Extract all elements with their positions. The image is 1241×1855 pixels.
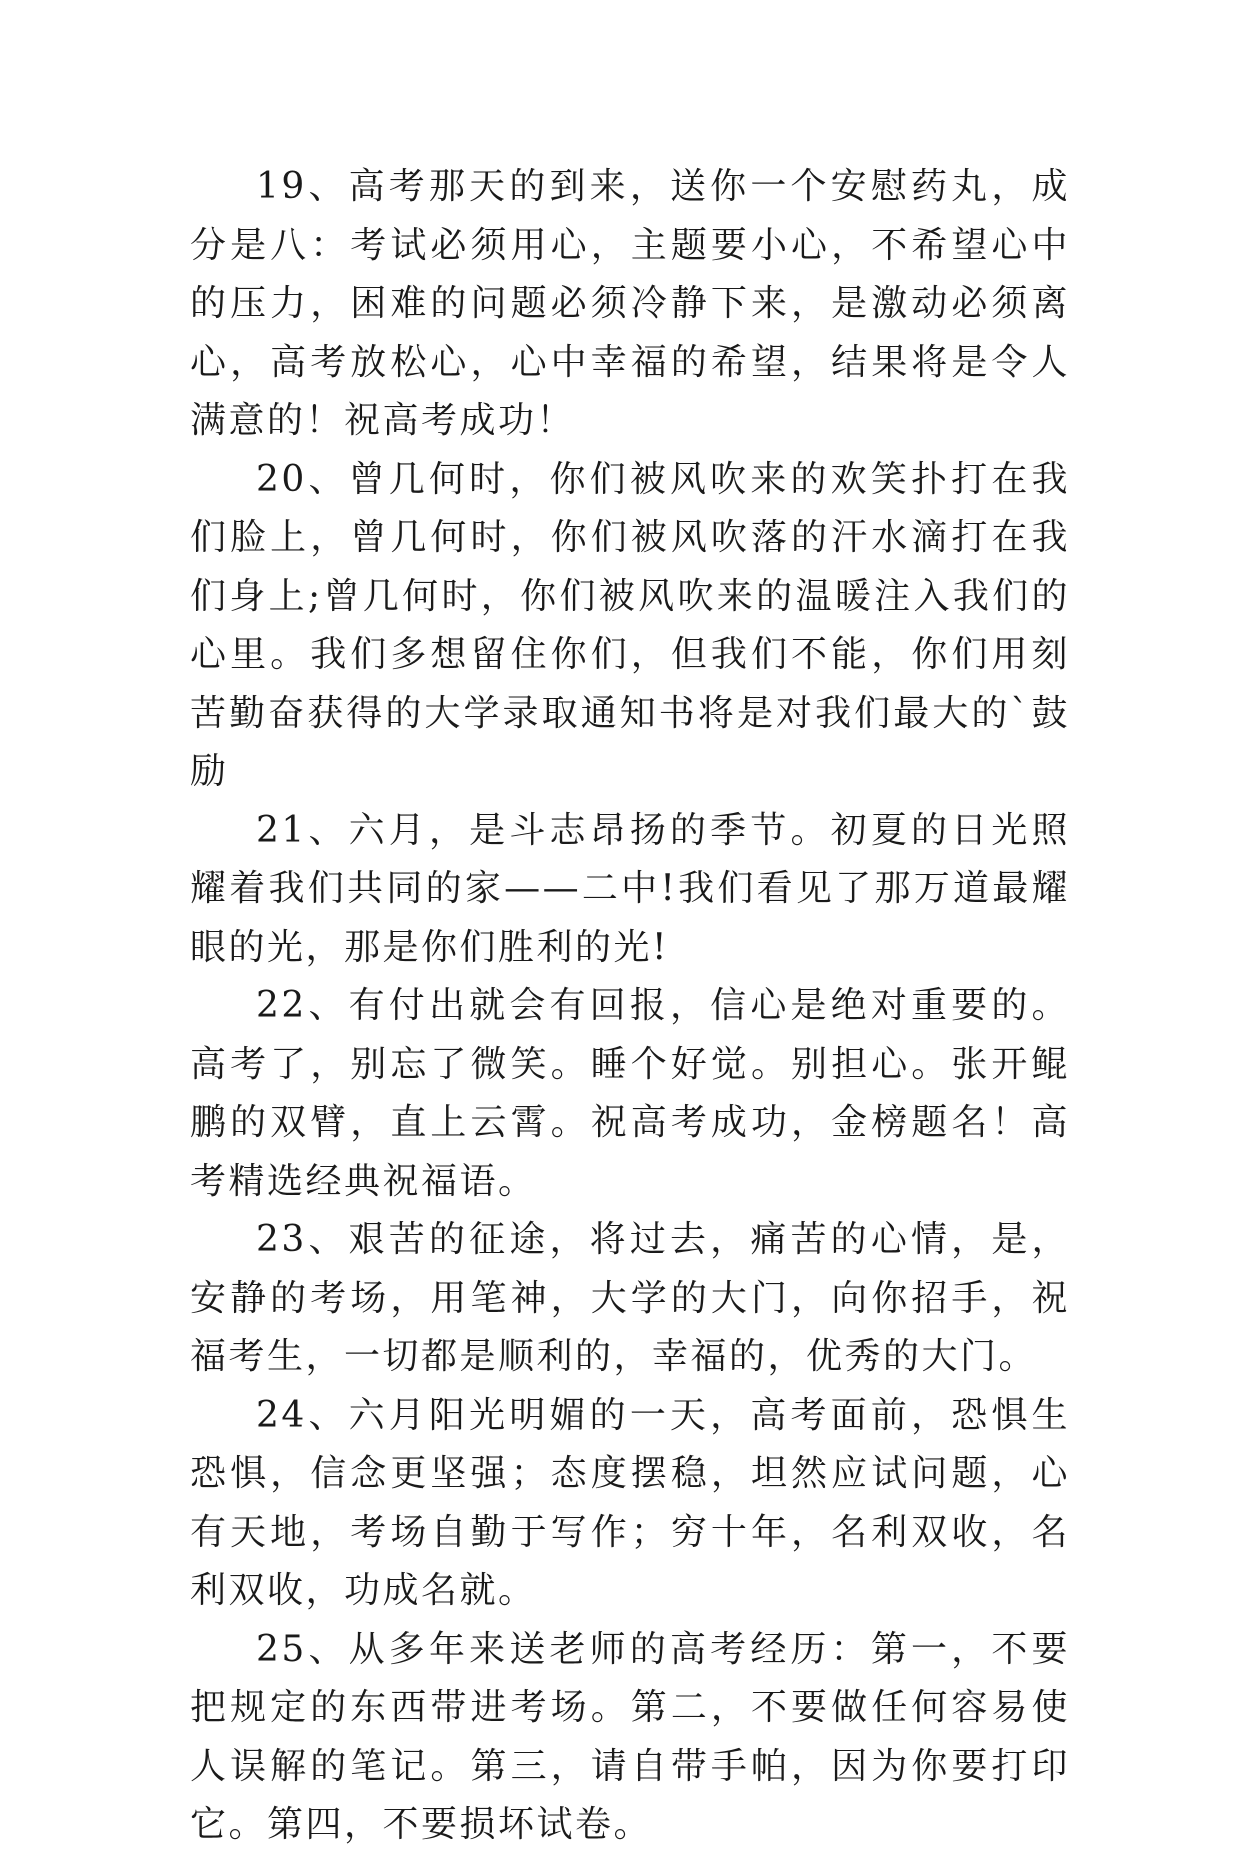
paragraph-21: 21、六月，是斗志昂扬的季节。初夏的日光照耀着我们共同的家——二中!我们看见了那万道最耀眼的光，那是你们胜利的光! [190, 809, 1070, 968]
paragraph-23: 23、艰苦的征途，将过去，痛苦的心情，是，安静的考场，用笔神，大学的大门，向你招手，祝福考生，一切都是顺利的，幸福的，优秀的大门。 [190, 1219, 1070, 1377]
paragraph-24: 24、六月阳光明媚的一天，高考面前，恐惧生恐惧，信念更坚强；态度摆稳，坦然应试问题，心有天地，考场自勤于写作；穷十年，名利双收，名利双收，功成名就。 [190, 1394, 1070, 1611]
document-body [190, 158, 1070, 1855]
paragraph-22: 22、有付出就会有回报，信心是绝对重要的。高考了，别忘了微笑。睡个好觉。别担心。张开鲲鹏的双臂，直上云霄。祝高考成功，金榜题名！高考精选经典祝福语。 [190, 985, 1070, 1202]
paragraph-20: 20、曾几何时，你们被风吹来的欢笑扑打在我们脸上，曾几何时，你们被风吹落的汗水滴打在我们身上;曾几何时，你们被风吹来的温暖注入我们的心里。我们多想留住你们，但我们不能，你们用刻苦勤奋获得的大学录取通知书将是对我们最大的`鼓励 [190, 458, 1070, 792]
paragraph-25: 25、从多年来送老师的高考经历：第一，不要把规定的东西带进考场。第二，不要做任何容易使人误解的笔记。第三，请自带手帕，因为你要打印它。第四，不要损坏试卷。 [190, 1628, 1070, 1845]
paragraph-19: 19、高考那天的到来，送你一个安慰药丸，成分是八：考试必须用心，主题要小心，不希望心中的压力，困难的问题必须冷静下来，是激动必须离心，高考放松心，心中幸福的希望，结果将是令人满意的！祝高考成功！ [190, 166, 1070, 441]
